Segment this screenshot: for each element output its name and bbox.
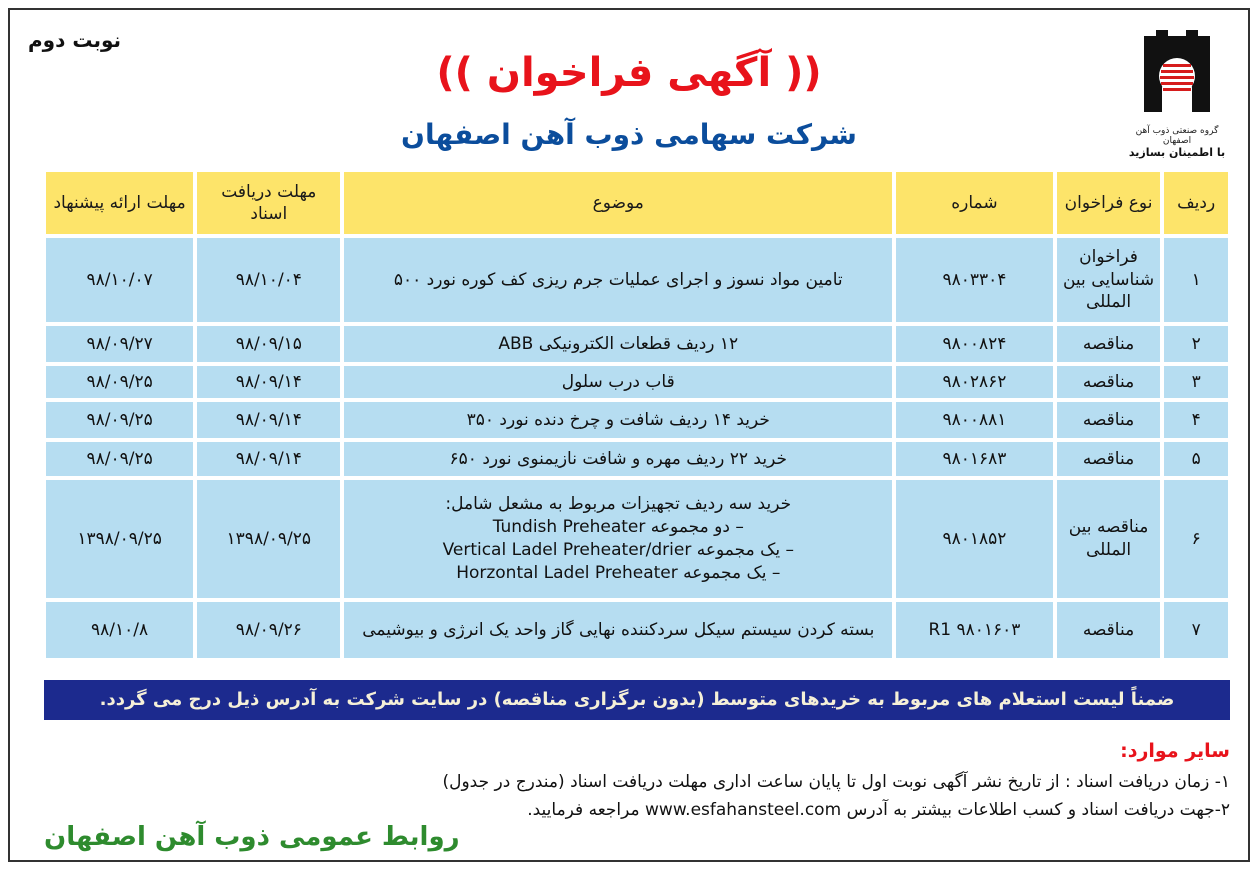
doc-deadline: ۹۸/۰۹/۱۴ — [197, 442, 340, 476]
call-subject: تامین مواد نسوز و اجرای عملیات جرم ریزی کف کوره نورد ۵۰۰ — [344, 238, 892, 322]
tenders-table — [42, 168, 1232, 662]
row-number: ۱ — [1164, 238, 1228, 322]
table-row — [46, 366, 1228, 398]
advertisement-page — [8, 8, 1250, 862]
row-number: ۴ — [1164, 402, 1228, 438]
offer-deadline: ۹۸/۰۹/۲۷ — [46, 326, 193, 362]
col-number: شماره — [896, 172, 1053, 234]
medium-purchases-note: ضمناً لیست استعلام های مربوط به خریدهای متوسط (بدون برگزاری مناقصه) در سایت شرکت به آدرس ذیل درج می گردد. — [44, 680, 1230, 720]
subject-item — [348, 516, 888, 539]
offer-deadline: ۹۸/۱۰/۰۷ — [46, 238, 193, 322]
doc-deadline: ۱۳۹۸/۰۹/۲۵ — [197, 480, 340, 598]
public-relations-signature: روابط عمومی ذوب آهن اصفهان — [44, 822, 460, 852]
col-row: ردیف — [1164, 172, 1228, 234]
website-link[interactable]: www.esfahansteel.com — [645, 800, 842, 820]
subject-item — [348, 562, 888, 585]
table-row — [46, 602, 1228, 658]
table-row — [46, 442, 1228, 476]
offer-deadline: ۹۸/۰۹/۲۵ — [46, 402, 193, 438]
note-website-text: ۲-جهت دریافت اسناد و کسب اطلاعات بیشتر به آدرس — [846, 800, 1230, 820]
table-row — [46, 238, 1228, 322]
call-subject: ۱۲ ردیف قطعات الکترونیکی ABB — [344, 326, 892, 362]
call-type: مناقصه — [1057, 326, 1160, 362]
item-name: Horzontal Ladel Preheater — [456, 562, 678, 583]
item-name: Tundish Preheater — [492, 517, 646, 538]
call-subject: بسته کردن سیستم سیکل سردکننده نهایی گاز واحد یک انرژی و بیوشیمی — [344, 602, 892, 658]
call-type: مناقصه — [1057, 442, 1160, 476]
call-subject: خرید ۱۴ ردیف شافت و چرخ دنده نورد ۳۵۰ — [344, 402, 892, 438]
call-number: ۹۸۰۳۳۰۴ — [896, 238, 1053, 322]
doc-deadline: ۹۸/۰۹/۱۵ — [197, 326, 340, 362]
doc-deadline: ۹۸/۰۹/۲۶ — [197, 602, 340, 658]
col-type: نوع فراخوان — [1057, 172, 1160, 234]
item-prefix: – دو مجموعه — [650, 517, 744, 538]
note-document-time: ۱- زمان دریافت اسناد : از تاریخ نشر آگهی نوبت اول تا پایان ساعت اداری مهلت دریافت اسناد (مندرج در جدول) — [442, 772, 1230, 792]
col-offer-deadline: مهلت ارائه پیشنهاد — [46, 172, 193, 234]
col-subject: موضوع — [344, 172, 892, 234]
call-number: ۹۸۰۱۶۸۳ — [896, 442, 1053, 476]
call-type: مناقصه — [1057, 402, 1160, 438]
call-type: مناقصه — [1057, 366, 1160, 398]
call-type: مناقصه — [1057, 602, 1160, 658]
logo-slogan: با اطمینان بسازید — [1128, 146, 1226, 159]
table-row — [46, 402, 1228, 438]
subject-item — [348, 539, 888, 562]
offer-deadline: ۹۸/۰۹/۲۵ — [46, 442, 193, 476]
doc-deadline: ۹۸/۰۹/۱۴ — [197, 366, 340, 398]
call-subject: خرید ۲۲ ردیف مهره و شافت نازیمنوی نورد ۶۵۰ — [344, 442, 892, 476]
table-header-row — [46, 172, 1228, 234]
item-prefix: – یک مجموعه — [683, 562, 781, 583]
esfahan-steel-logo-icon — [1132, 28, 1222, 120]
subject-intro: خرید سه ردیف تجهیزات مربوط به مشعل شامل: — [445, 494, 792, 515]
note-website — [527, 800, 1230, 820]
call-number: ۹۸۰۱۶۰۳ R1 — [896, 602, 1053, 658]
page-title: (( آگهی فراخوان )) — [436, 50, 822, 96]
row-number: ۲ — [1164, 326, 1228, 362]
row-number: ۷ — [1164, 602, 1228, 658]
table-row — [46, 480, 1228, 598]
item-prefix: – یک مجموعه — [696, 540, 794, 560]
round-label: نوبت دوم — [28, 28, 122, 52]
item-name: Vertical Ladel Preheater/drier — [442, 540, 692, 560]
offer-deadline: ۱۳۹۸/۰۹/۲۵ — [46, 480, 193, 598]
col-doc-deadline: مهلت دریافت اسناد — [197, 172, 340, 234]
row-number: ۵ — [1164, 442, 1228, 476]
call-number: ۹۸۰۲۸۶۲ — [896, 366, 1053, 398]
offer-deadline: ۹۸/۰۹/۲۵ — [46, 366, 193, 398]
other-items-title: سایر موارد: — [1120, 740, 1230, 762]
doc-deadline: ۹۸/۰۹/۱۴ — [197, 402, 340, 438]
note-website-end: مراجعه فرمایید. — [527, 800, 640, 820]
call-type: فراخوان شناسایی بین المللی — [1057, 238, 1160, 322]
call-subject — [344, 480, 892, 598]
logo-caption: گروه صنعتی ذوب آهن اصفهان — [1135, 126, 1219, 146]
row-number: ۳ — [1164, 366, 1228, 398]
call-number: ۹۸۰۰۸۸۱ — [896, 402, 1053, 438]
doc-deadline: ۹۸/۱۰/۰۴ — [197, 238, 340, 322]
company-name: شرکت سهامی ذوب آهن اصفهان — [401, 118, 857, 151]
company-logo — [1122, 28, 1232, 158]
call-number: ۹۸۰۰۸۲۴ — [896, 326, 1053, 362]
call-number: ۹۸۰۱۸۵۲ — [896, 480, 1053, 598]
table-row — [46, 326, 1228, 362]
offer-deadline: ۹۸/۱۰/۸ — [46, 602, 193, 658]
call-type: مناقصه بین المللی — [1057, 480, 1160, 598]
call-subject: قاب درب سلول — [344, 366, 892, 398]
row-number: ۶ — [1164, 480, 1228, 598]
